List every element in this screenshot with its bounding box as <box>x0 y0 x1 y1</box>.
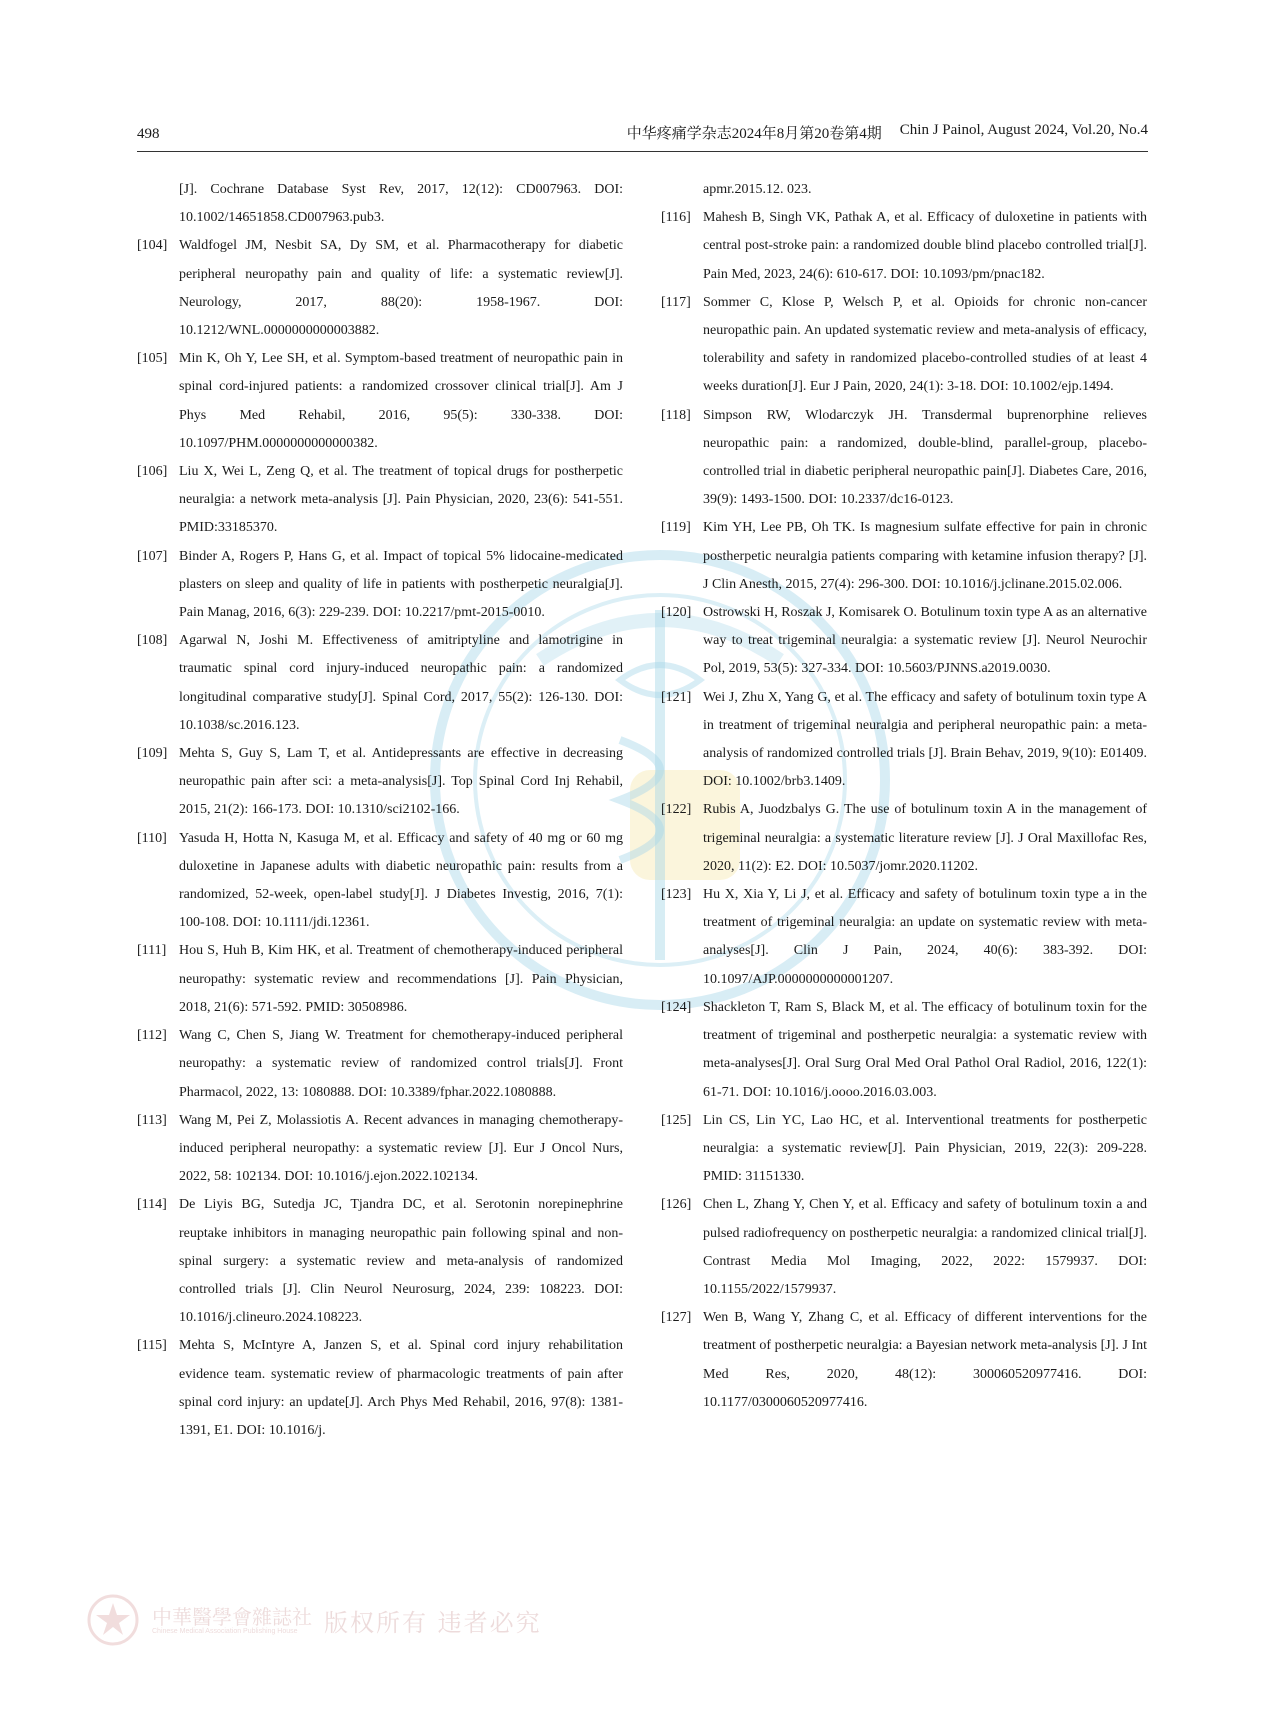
journal-title-en: Chin J Painol, August 2024, Vol.20, No.4 <box>899 122 1148 138</box>
reference-text: Mahesh B, Singh VK, Pathak A, et al. Efficacy of duloxetine in patients with central post-stroke pain: a randomized double blind placebo controlled trial[J]. Pain Med, 2023, 24(6): 610-617. DOI: 10.1093/pm/pnac182. <box>703 210 1147 282</box>
reference-number: [112] <box>137 1028 167 1044</box>
reference-number: [111] <box>137 943 167 959</box>
reference-item <box>137 1022 623 1107</box>
reference-item <box>661 881 1147 994</box>
reference-text: Wen B, Wang Y, Zhang C, et al. Efficacy of different interventions for the treatment of postherpetic neuralgia: a Bayesian network meta-analysis [J]. J Int Med Res, 2020, 48(12): 300060520977416. DOI: 10.1177/0300060520977416. <box>703 1310 1147 1410</box>
reference-text: Ostrowski H, Roszak J, Komisarek O. Botulinum toxin type A as an alternative way to treat trigeminal neuralgia: a systematic review [J]. Neurol Neurochir Pol, 2019, 53(5): 327-334. DOI: 10.5603/PJNNS.a2019.0030. <box>703 605 1147 677</box>
reference-number: [127] <box>661 1310 692 1326</box>
reference-text: Binder A, Rogers P, Hans G, et al. Impact of topical 5% lidocaine-medicated plasters on sleep and quality of life in patients with postherpetic neuralgia[J]. Pain Manag, 2016, 6(3): 229-239. DOI: 10.2217/pmt-2015-0010. <box>179 548 623 621</box>
journal-info <box>627 122 1148 143</box>
reference-item <box>661 1107 1147 1192</box>
reference-text: Wang M, Pei Z, Molassiotis A. Recent advances in managing chemotherapy-induced peripheral neuropathy: a systematic review [J]. Eur J Oncol Nurs, 2022, 58: 102134. DOI: 10.1016/j.ejon.2022.102134. <box>179 1112 623 1185</box>
publisher-seal-icon <box>86 1593 140 1647</box>
reference-number: [109] <box>137 746 168 762</box>
reference-number: [104] <box>137 238 168 254</box>
reference-item <box>137 458 623 543</box>
reference-item <box>137 1332 623 1445</box>
reference-text: Waldfogel JM, Nesbit SA, Dy SM, et al. Pharmacotherapy for diabetic peripheral neuropathy pain and quality of life: a systematic review[J]. Neurology, 2017, 88(20): 1958-1967. DOI: 10.1212/WNL.0000000000003882. <box>179 238 623 339</box>
reference-number: [114] <box>137 1197 167 1213</box>
reference-item <box>137 740 623 825</box>
reference-item <box>137 345 623 458</box>
reference-number: [105] <box>137 351 168 367</box>
reference-number: [108] <box>137 633 168 649</box>
reference-number: [125] <box>661 1112 692 1128</box>
reference-number: [117] <box>661 294 691 310</box>
publisher-watermark <box>86 1590 566 1650</box>
reference-number: [122] <box>661 802 692 818</box>
copyright-stamp: 版权所有 违者必究 <box>324 1608 542 1637</box>
reference-item <box>137 627 623 740</box>
left-column <box>137 176 623 1445</box>
reference-number: [119] <box>661 520 691 536</box>
reference-item <box>661 204 1147 289</box>
reference-number: [124] <box>661 999 692 1015</box>
reference-text: Mehta S, Guy S, Lam T, et al. Antidepressants are effective in decreasing neuropathic pain after sci: a meta-analysis[J]. Top Spinal Cord Inj Rehabil, 2015, 21(2): 166-173. DOI: 10.1310/sci2102-166. <box>179 746 623 818</box>
reference-number: [121] <box>661 689 692 705</box>
journal-title-cn: 中华疼痛学杂志2024年8月第20卷第4期 <box>626 126 882 142</box>
reference-item <box>137 825 623 938</box>
reference-item <box>661 1304 1147 1417</box>
reference-text: Min K, Oh Y, Lee SH, et al. Symptom-based treatment of neuropathic pain in spinal cord-injured patients: a randomized crossover clinical trial[J]. Am J Phys Med Rehabil, 2016, 95(5): 330-338. DOI: 10.1097/PHM.0000000000000382. <box>179 351 623 451</box>
reference-item <box>661 289 1147 402</box>
reference-text: Wang C, Chen S, Jiang W. Treatment for chemotherapy-induced peripheral neuropathy: a systematic review of randomized control trials[J]. Front Pharmacol, 2022, 13: 1080888. DOI: 10.3389/fphar.2022.1080888. <box>179 1028 623 1100</box>
reference-item <box>661 994 1147 1107</box>
reference-number: [120] <box>661 605 692 621</box>
reference-text: Shackleton T, Ram S, Black M, et al. The efficacy of botulinum toxin for the treatment of trigeminal and postherpetic neuralgia: a systematic review with meta-analyses[J]. Oral Surg Oral Med Oral Pathol Oral Radiol, 2016, 122(1): 61-71. DOI: 10.1016/j.oooo.2016.03.003. <box>703 999 1147 1100</box>
reference-item <box>661 796 1147 881</box>
reference-text: Hu X, Xia Y, Li J, et al. Efficacy and safety of botulinum toxin type a in the treatment of trigeminal neuralgia: an update on systematic review with meta-analyses[J]. Clin J Pain, 2024, 40(6): 383-392. DOI: 10.1097/AJP.0000000000001207. <box>703 887 1147 987</box>
reference-item <box>137 937 623 1022</box>
reference-number: [106] <box>137 464 168 480</box>
reference-number: [107] <box>137 548 168 564</box>
reference-list-right <box>661 204 1147 1417</box>
page-header <box>137 122 1148 152</box>
reference-item <box>137 543 623 628</box>
reference-text: Liu X, Wei L, Zeng Q, et al. The treatment of topical drugs for postherpetic neuralgia: a network meta-analysis [J]. Pain Physician, 2020, 23(6): 541-551. PMID:33185370. <box>179 464 623 536</box>
reference-text: De Liyis BG, Sutedja JC, Tjandra DC, et al. Serotonin norepinephrine reuptake inhibitors in managing neuropathic pain following spinal and non-spinal surgery: a systematic review and meta-analysis of randomized controlled trials [J]. Clin Neurol Neurosurg, 2024, 239: 108223. DOI: 10.1016/j.clineuro.2024.108223. <box>179 1197 623 1326</box>
reference-text: Chen L, Zhang Y, Chen Y, et al. Efficacy and safety of botulinum toxin a and pulsed radiofrequency on postherpetic neuralgia: a randomized clinical trial[J]. Contrast Media Mol Imaging, 2022, 2022: 1579937. DOI: 10.1155/2022/1579937. <box>703 1197 1147 1297</box>
reference-item <box>137 1107 623 1192</box>
reference-number: [118] <box>661 407 691 423</box>
reference-text: Lin CS, Lin YC, Lao HC, et al. Interventional treatments for postherpetic neuralgia: a systematic review[J]. Pain Physician, 2019, 22(3): 209-228. PMID: 31151330. <box>703 1112 1147 1185</box>
publisher-name-cn: 中華醫學會雜誌社 <box>152 1604 312 1629</box>
reference-number: [113] <box>137 1112 167 1128</box>
page-number: 498 <box>137 126 160 142</box>
reference-text: Hou S, Huh B, Kim HK, et al. Treatment of chemotherapy-induced peripheral neuropathy: systematic review and recommendations [J]. Pain Physician, 2018, 21(6): 571-592. PMID: 30508986. <box>179 943 623 1015</box>
reference-continuation: [J]. Cochrane Database Syst Rev, 2017, 12(12): CD007963. DOI: 10.1002/14651858.CD007963.pub3. <box>179 182 623 226</box>
reference-list-left <box>137 232 623 1445</box>
reference-item <box>137 1191 623 1332</box>
reference-item <box>661 684 1147 797</box>
reference-text: Simpson RW, Wlodarczyk JH. Transdermal buprenorphine relieves neuropathic pain: a randomized, double-blind, parallel-group, placebo-controlled trial in diabetic peripheral neuropathic pain[J]. Diabetes Care, 2016, 39(9): 1493-1500. DOI: 10.2337/dc16-0123. <box>703 407 1147 508</box>
reference-item <box>661 599 1147 684</box>
reference-number: [115] <box>137 1338 167 1354</box>
reference-text: Agarwal N, Joshi M. Effectiveness of amitriptyline and lamotrigine in traumatic spinal cord injury-induced neuropathic pain: a randomized longitudinal comparative study[J]. Spinal Cord, 2017, 55(2): 126-130. DOI: 10.1038/sc.2016.123. <box>179 633 623 733</box>
reference-number: [123] <box>661 887 692 903</box>
reference-item <box>661 514 1147 599</box>
reference-text: Sommer C, Klose P, Welsch P, et al. Opioids for chronic non-cancer neuropathic pain. An updated systematic review and meta-analysis of efficacy, tolerability and safety in randomized placebo-controlled studies of at least 4 weeks duration[J]. Eur J Pain, 2020, 24(1): 3-18. DOI: 10.1002/ejp.1494. <box>703 294 1147 395</box>
reference-item <box>661 1191 1147 1304</box>
reference-text: Rubis A, Juodzbalys G. The use of botulinum toxin A in the management of trigeminal neuralgia: a systematic literature review [J]. J Oral Maxillofac Res, 2020, 11(2): E2. DOI: 10.5037/jomr.2020.11202. <box>703 802 1147 874</box>
reference-text: Kim YH, Lee PB, Oh TK. Is magnesium sulfate effective for pain in chronic postherpetic neuralgia patients comparing with ketamine infusion therapy? [J]. J Clin Anesth, 2015, 27(4): 296-300. DOI: 10.1016/j.jclinane.2015.02.006. <box>703 520 1147 592</box>
reference-number: [126] <box>661 1197 692 1213</box>
reference-text: Wei J, Zhu X, Yang G, et al. The efficacy and safety of botulinum toxin type A in treatment of trigeminal neuralgia and peripheral neuropathic pain: a meta-analysis of randomized controlled trials [J]. Brain Behav, 2019, 9(10): E01409. DOI: 10.1002/brb3.1409. <box>703 689 1147 790</box>
reference-continuation: apmr.2015.12. 023. <box>703 182 812 197</box>
publisher-name-en: Chinese Medical Association Publishing House <box>152 1627 298 1635</box>
reference-item <box>137 232 623 345</box>
reference-text: Yasuda H, Hotta N, Kasuga M, et al. Efficacy and safety of 40 mg or 60 mg duloxetine in Japanese adults with diabetic neuropathic pain: results from a randomized, 52-week, open-label study[J]. J Diabetes Investig, 2016, 7(1): 100-108. DOI: 10.1111/jdi.12361. <box>179 830 623 931</box>
reference-item <box>661 402 1147 515</box>
reference-text: Mehta S, McIntyre A, Janzen S, et al. Spinal cord injury rehabilitation evidence team. systematic review of pharmacologic treatments of pain after spinal cord injury: an update[J]. Arch Phys Med Rehabil, 2016, 97(8): 1381-1391, E1. DOI: 10.1016/j. <box>179 1338 623 1438</box>
reference-number: [116] <box>661 210 691 226</box>
right-column <box>661 176 1147 1417</box>
reference-number: [110] <box>137 830 167 846</box>
